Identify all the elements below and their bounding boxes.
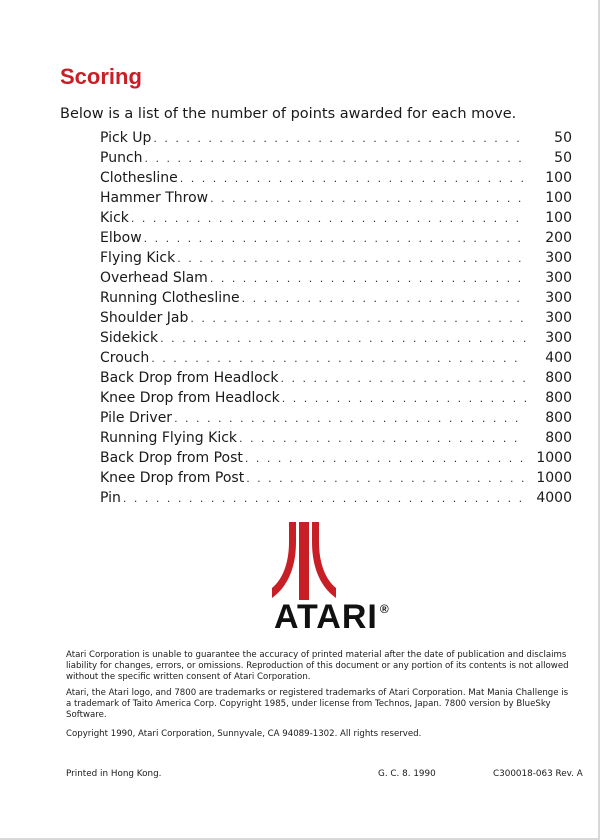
- move-name: Pile Driver: [100, 410, 173, 426]
- score-row: [100, 148, 572, 168]
- move-points: 300: [545, 310, 572, 326]
- move-points: 800: [545, 370, 572, 386]
- move-name: Back Drop from Headlock: [100, 370, 279, 386]
- score-list: [100, 128, 572, 508]
- dot-leader: [144, 229, 526, 249]
- part-number: C300018-063 Rev. A: [493, 769, 583, 779]
- dot-leader: [145, 149, 526, 169]
- move-name: Kick: [100, 210, 129, 226]
- intro-text: Below is a list of the number of points awarded for each move.: [60, 106, 517, 122]
- printed-in-text: Printed in Hong Kong.: [66, 769, 162, 779]
- move-name: Crouch: [100, 350, 150, 366]
- page-title: Scoring: [60, 64, 142, 89]
- dot-leader: [246, 469, 526, 489]
- move-points: 1000: [536, 470, 572, 486]
- move-name: Shoulder Jab: [100, 310, 189, 326]
- move-name: Hammer Throw: [100, 190, 209, 206]
- move-name: Flying Kick: [100, 250, 176, 266]
- move-points: 100: [545, 190, 572, 206]
- print-code: G. C. 8. 1990: [378, 769, 436, 779]
- move-name: Knee Drop from Headlock: [100, 390, 280, 406]
- copyright-text: Copyright 1990, Atari Corporation, Sunnyvale, CA 94089-1302. All rights reserved.: [66, 729, 422, 739]
- move-points: 100: [545, 170, 572, 186]
- atari-wordmark: [274, 598, 390, 637]
- move-points: 200: [545, 230, 572, 246]
- score-row: [100, 328, 572, 348]
- move-name: Sidekick: [100, 330, 159, 346]
- disclaimer-text: Atari Corporation is unable to guarantee the accuracy of printed material after the date of publication and disclaims liability for changes, errors, or omissions. Reproduction of this document or any portion of its contents is not allowed without the specific written consent of Atari Corporation.: [66, 650, 569, 682]
- move-points: 800: [545, 390, 572, 406]
- score-row: [100, 348, 572, 368]
- dot-leader: [160, 329, 526, 349]
- dot-leader: [282, 389, 526, 409]
- score-row: [100, 228, 572, 248]
- move-name: Knee Drop from Post: [100, 470, 245, 486]
- move-points: 100: [545, 210, 572, 226]
- dot-leader: [153, 129, 526, 149]
- registered-mark: ®: [379, 602, 390, 616]
- trademark-text: Atari, the Atari logo, and 7800 are trademarks or registered trademarks of Atari Corporation. Mat Mania Challenge is a trademark of Taito America Corp. Copyright 1985, under license from Technos, Japan. 7800 version by BlueSky Software.: [66, 688, 569, 720]
- score-row: [100, 308, 572, 328]
- score-row: [100, 288, 572, 308]
- move-points: 4000: [536, 490, 572, 506]
- dot-leader: [180, 169, 526, 189]
- move-points: 300: [545, 250, 572, 266]
- dot-leader: [239, 429, 526, 449]
- score-row: [100, 128, 572, 148]
- dot-leader: [177, 249, 526, 269]
- move-points: 50: [554, 130, 572, 146]
- wordmark-text: ATARI: [274, 598, 378, 636]
- score-row: [100, 208, 572, 228]
- score-row: [100, 488, 572, 508]
- score-row: [100, 408, 572, 428]
- score-row: [100, 168, 572, 188]
- move-points: 300: [545, 330, 572, 346]
- move-name: Overhead Slam: [100, 270, 208, 286]
- move-name: Elbow: [100, 230, 142, 246]
- move-name: Back Drop from Post: [100, 450, 243, 466]
- move-name: Pin: [100, 490, 121, 506]
- score-row: [100, 388, 572, 408]
- move-points: 800: [545, 430, 572, 446]
- dot-leader: [210, 189, 526, 209]
- dot-leader: [280, 369, 526, 389]
- atari-fuji-logo-icon: [272, 522, 336, 600]
- move-points: 1000: [536, 450, 572, 466]
- move-points: 400: [545, 350, 572, 366]
- dot-leader: [242, 289, 526, 309]
- move-name: Running Flying Kick: [100, 430, 238, 446]
- score-row: [100, 368, 572, 388]
- move-points: 800: [545, 410, 572, 426]
- move-name: Running Clothesline: [100, 290, 240, 306]
- score-row: [100, 448, 572, 468]
- dot-leader: [210, 269, 526, 289]
- move-points: 300: [545, 270, 572, 286]
- dot-leader: [190, 309, 526, 329]
- score-row: [100, 188, 572, 208]
- score-row: [100, 428, 572, 448]
- move-name: Punch: [100, 150, 143, 166]
- dot-leader: [245, 449, 526, 469]
- dot-leader: [174, 409, 526, 429]
- dot-leader: [131, 209, 526, 229]
- dot-leader: [123, 489, 526, 509]
- score-row: [100, 268, 572, 288]
- move-points: 300: [545, 290, 572, 306]
- move-name: Clothesline: [100, 170, 178, 186]
- move-name: Pick Up: [100, 130, 152, 146]
- score-row: [100, 248, 572, 268]
- score-row: [100, 468, 572, 488]
- dot-leader: [151, 349, 526, 369]
- move-points: 50: [554, 150, 572, 166]
